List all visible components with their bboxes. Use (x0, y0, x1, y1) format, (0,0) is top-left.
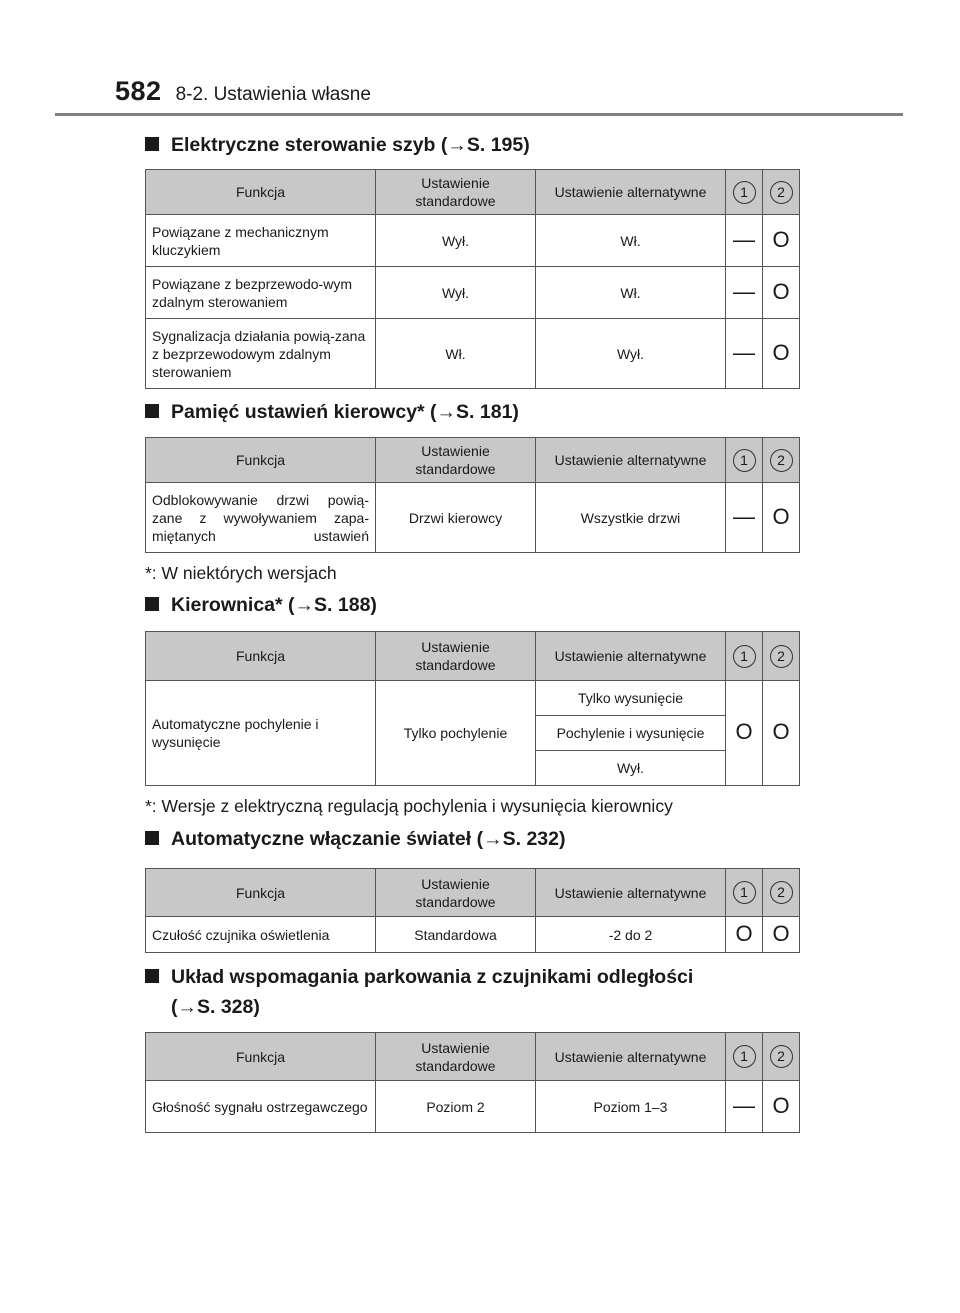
column-header-function: Funkcja (146, 869, 376, 917)
table-row (146, 267, 800, 319)
table-header-row (146, 438, 800, 483)
table-header-row (146, 632, 800, 681)
column-header-2 (763, 170, 800, 215)
table-row (146, 917, 800, 953)
section-heading-steering-wheel: Kierownica* (→S. 188) (145, 590, 377, 620)
circle-mark: O (735, 719, 753, 744)
circle-mark: O (735, 920, 753, 946)
column-header-2 (763, 438, 800, 483)
cell-mark-1 (726, 267, 763, 319)
cell-function: Sygnalizacja działania powią-zana z bezprzewodowym zdalnym sterowaniem (146, 319, 376, 389)
column-header-alternative: Ustawienie alternatywne (536, 632, 726, 681)
cell-alternative: Tylko wysunięcie (536, 681, 726, 716)
header-rule (55, 113, 903, 116)
square-bullet-icon (145, 597, 159, 611)
column-header-1 (726, 438, 763, 483)
column-header-function: Funkcja (146, 1033, 376, 1081)
cell-default: Wył. (376, 267, 536, 319)
cell-function: Powiązane z mechanicznym kluczykiem (146, 215, 376, 267)
section-heading-driver-memory: Pamięć ustawień kierowcy* (→S. 181) (145, 397, 519, 427)
settings-table-power-windows (145, 169, 800, 389)
cell-default: Poziom 2 (376, 1081, 536, 1133)
cell-mark-2 (763, 1081, 800, 1133)
dash-mark: — (733, 226, 755, 252)
column-header-alternative: Ustawienie alternatywne (536, 869, 726, 917)
cell-mark-2 (763, 483, 800, 553)
cell-mark-1 (726, 1081, 763, 1133)
cell-mark-2 (763, 917, 800, 953)
dash-mark: — (733, 278, 755, 304)
cell-function: Głośność sygnału ostrzegawczego (146, 1081, 376, 1133)
circled-number-2: 2 (770, 1045, 793, 1068)
circled-number-1: 1 (733, 449, 756, 472)
dash-mark: — (733, 1092, 755, 1118)
table-header-row (146, 1033, 800, 1081)
circle-mark: O (772, 920, 790, 946)
cell-alternative: Wył. (536, 319, 726, 389)
section-heading-power-windows: Elektryczne sterowanie szyb (→S. 195) (145, 130, 530, 160)
column-header-alternative: Ustawienie alternatywne (536, 1033, 726, 1081)
settings-table-driver-memory (145, 437, 800, 553)
cell-function: Powiązane z bezprzewodo-wym zdalnym sterowaniem (146, 267, 376, 319)
circled-number-1: 1 (733, 181, 756, 204)
arrow-right-icon: → (294, 594, 315, 616)
cell-alternative: Pochylenie i wysunięcie (536, 716, 726, 751)
cell-alternative: Poziom 1–3 (536, 1081, 726, 1133)
circle-mark: O (772, 226, 790, 252)
column-header-default: Ustawienie standardowe (376, 1033, 536, 1081)
square-bullet-icon (145, 831, 159, 845)
page-number: 582 (115, 76, 162, 106)
chapter-title: 8-2. Ustawienia własne (175, 84, 371, 105)
cell-mark-2 (763, 215, 800, 267)
cell-mark-2 (763, 319, 800, 389)
column-header-default: Ustawienie standardowe (376, 869, 536, 917)
cell-function: Czułość czujnika oświetlenia (146, 917, 376, 953)
cell-alternative: Wł. (536, 267, 726, 319)
cell-function: Odblokowywanie drzwi powią-zane z wywoływaniem zapa-miętanych ustawień (146, 483, 376, 553)
column-header-alternative: Ustawienie alternatywne (536, 438, 726, 483)
column-header-1 (726, 1033, 763, 1081)
arrow-right-icon: → (447, 134, 467, 156)
dash-mark: — (733, 339, 755, 365)
cell-alternative: Wszystkie drzwi (536, 483, 726, 553)
circled-number-1: 1 (733, 881, 756, 904)
column-header-alternative: Ustawienie alternatywne (536, 170, 726, 215)
cell-mark-2 (763, 267, 800, 319)
cell-default: Tylko pochylenie (376, 681, 536, 786)
circled-number-2: 2 (770, 449, 793, 472)
dash-mark: — (733, 503, 755, 529)
cell-alternative: Wł. (536, 215, 726, 267)
settings-table-parking-assist (145, 1032, 800, 1133)
circle-mark: O (772, 719, 790, 744)
circled-number-2: 2 (770, 881, 793, 904)
column-header-1 (726, 869, 763, 917)
column-header-function: Funkcja (146, 632, 376, 681)
arrow-right-icon: → (177, 996, 197, 1018)
arrow-right-icon: → (483, 828, 503, 850)
column-header-1 (726, 632, 763, 681)
circled-number-2: 2 (770, 181, 793, 204)
table-header-row (146, 170, 800, 215)
column-header-default: Ustawienie standardowe (376, 632, 536, 681)
circled-number-1: 1 (733, 1045, 756, 1068)
cell-alternative: Wył. (536, 751, 726, 786)
page-header (115, 76, 371, 107)
footnote-steering-wheel: *: Wersje z elektryczną regulacją pochylenia i wysunięcia kierownicy (145, 796, 673, 816)
circled-number-2: 2 (770, 645, 793, 668)
table-row (146, 681, 800, 716)
cell-default: Wł. (376, 319, 536, 389)
column-header-2 (763, 1033, 800, 1081)
circle-mark: O (772, 503, 790, 529)
table-row (146, 215, 800, 267)
column-header-2 (763, 632, 800, 681)
column-header-function: Funkcja (146, 438, 376, 483)
column-header-2 (763, 869, 800, 917)
section-heading-auto-lights: Automatyczne włączanie świateł (→S. 232) (145, 824, 565, 854)
table-row (146, 483, 800, 553)
section-heading-parking-assist: Układ wspomagania parkowania z czujnikami odległości (→S. 328) (145, 962, 693, 1022)
column-header-default: Ustawienie standardowe (376, 170, 536, 215)
square-bullet-icon (145, 404, 159, 418)
column-header-default: Ustawienie standardowe (376, 438, 536, 483)
square-bullet-icon (145, 137, 159, 151)
settings-table-auto-lights (145, 868, 800, 953)
cell-function: Automatyczne pochylenie i wysunięcie (146, 681, 376, 786)
cell-default: Standardowa (376, 917, 536, 953)
cell-default: Wył. (376, 215, 536, 267)
column-header-function: Funkcja (146, 170, 376, 215)
table-header-row (146, 869, 800, 917)
settings-table-steering-wheel (145, 631, 800, 786)
arrow-right-icon: → (436, 401, 457, 423)
cell-mark-1 (726, 319, 763, 389)
cell-default: Drzwi kierowcy (376, 483, 536, 553)
square-bullet-icon (145, 969, 159, 983)
footnote-driver-memory: *: W niektórych wersjach (145, 563, 337, 583)
cell-mark-1 (726, 917, 763, 953)
circle-mark: O (772, 278, 790, 304)
column-header-1 (726, 170, 763, 215)
cell-mark-1 (726, 483, 763, 553)
cell-alternative: -2 do 2 (536, 917, 726, 953)
table-row (146, 319, 800, 389)
circled-number-1: 1 (733, 645, 756, 668)
circle-mark: O (772, 1092, 790, 1118)
cell-mark-2 (763, 681, 800, 786)
cell-mark-1 (726, 215, 763, 267)
table-row (146, 1081, 800, 1133)
cell-mark-1 (726, 681, 763, 786)
circle-mark: O (772, 339, 790, 365)
